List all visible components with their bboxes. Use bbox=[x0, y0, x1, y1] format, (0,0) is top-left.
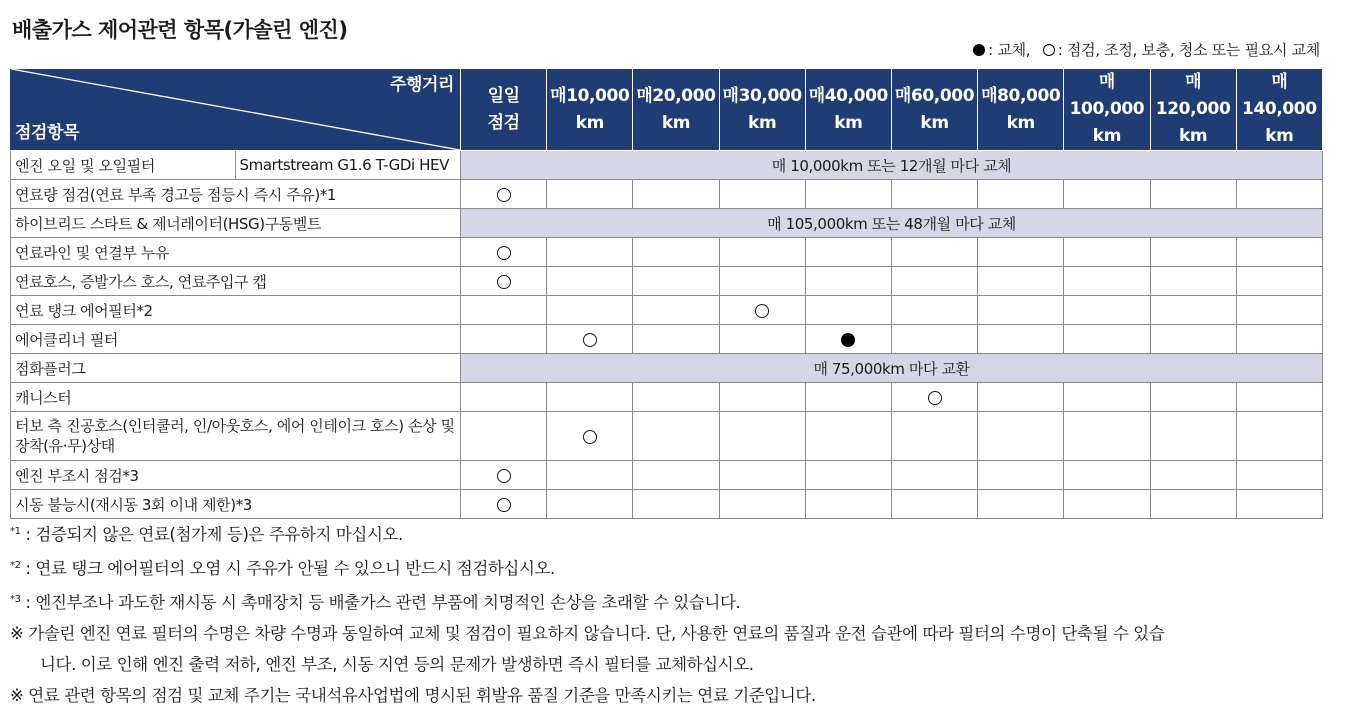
schedule-cell bbox=[891, 490, 977, 519]
header-col-6 bbox=[978, 69, 1064, 151]
schedule-cell bbox=[719, 296, 805, 325]
footnote-text: : 연료 탱크 에어필터의 오염 시 주유가 안될 수 있으니 반드시 점검하십시오. bbox=[20, 559, 555, 578]
header-col-line: km bbox=[1265, 126, 1294, 146]
header-col-line: km bbox=[661, 112, 691, 133]
schedule-cell bbox=[1236, 180, 1322, 209]
schedule-cell bbox=[461, 267, 547, 296]
header-col-1 bbox=[547, 69, 633, 151]
schedule-cell bbox=[719, 180, 805, 209]
schedule-cell bbox=[805, 412, 891, 461]
schedule-cell bbox=[1150, 383, 1236, 412]
header-col-line: 일일 bbox=[487, 85, 520, 106]
schedule-cell bbox=[547, 267, 633, 296]
schedule-cell bbox=[1236, 383, 1322, 412]
header-col-line: km bbox=[748, 112, 777, 133]
header-col-2 bbox=[633, 69, 719, 151]
schedule-cell bbox=[891, 267, 977, 296]
row-item-label: 엔진 오일 및 오일필터 bbox=[11, 151, 236, 180]
open-circle-icon bbox=[755, 304, 769, 318]
table-row bbox=[11, 180, 1323, 209]
header-col-line: 매20,000 bbox=[636, 85, 716, 106]
footnote-mark: *1 bbox=[10, 526, 21, 537]
header-diagonal-cell bbox=[11, 69, 461, 151]
row-interval-note: 매 105,000km 또는 48개월 마다 교체 bbox=[461, 209, 1323, 238]
schedule-cell bbox=[805, 383, 891, 412]
schedule-cell bbox=[547, 180, 633, 209]
schedule-cell bbox=[1150, 461, 1236, 490]
row-item-label: 에어클리너 필터 bbox=[11, 325, 461, 354]
footnote-mark: ※ bbox=[10, 624, 24, 643]
table-row bbox=[11, 325, 1323, 354]
table-row bbox=[11, 412, 1323, 461]
schedule-cell bbox=[1064, 180, 1150, 209]
page-title: 배출가스 제어관련 항목(가솔린 엔진) bbox=[12, 18, 348, 42]
row-sub-label: Smartstream G1.6 T-GDi HEV bbox=[235, 151, 461, 180]
schedule-cell bbox=[1064, 412, 1150, 461]
schedule-cell bbox=[719, 267, 805, 296]
schedule-cell bbox=[805, 238, 891, 267]
open-circle-icon bbox=[928, 391, 942, 405]
schedule-cell bbox=[461, 238, 547, 267]
schedule-cell bbox=[547, 325, 633, 354]
row-interval-note: 매 10,000km 또는 12개월 마다 교체 bbox=[461, 151, 1323, 180]
row-item-label: 엔진 부조시 점검*3 bbox=[11, 461, 461, 490]
table-row bbox=[11, 238, 1323, 267]
open-circle-icon bbox=[497, 275, 511, 289]
schedule-cell bbox=[1064, 238, 1150, 267]
table-row bbox=[11, 209, 1323, 238]
footnote bbox=[10, 618, 1330, 649]
schedule-cell bbox=[1150, 490, 1236, 519]
footnote-mark: ※ bbox=[10, 686, 24, 705]
table-row bbox=[11, 296, 1323, 325]
open-circle-icon bbox=[497, 469, 511, 483]
header-col-line: 매140,000 bbox=[1242, 72, 1317, 119]
row-item-label: 점화플러그 bbox=[11, 354, 461, 383]
schedule-cell bbox=[633, 180, 719, 209]
header-col-line: 매30,000 bbox=[722, 85, 802, 106]
header-col-line: 매60,000 bbox=[894, 85, 975, 106]
footnote-text: 니다. 이로 인해 엔진 출력 저하, 엔진 부조, 시동 지연 등의 문제가 발생하면 즉시 필터를 교체하십시오. bbox=[40, 655, 754, 674]
schedule-cell bbox=[1236, 412, 1322, 461]
schedule-cell bbox=[547, 238, 633, 267]
legend bbox=[973, 39, 1320, 60]
schedule-cell bbox=[461, 325, 547, 354]
schedule-cell bbox=[461, 383, 547, 412]
header-col-7 bbox=[1064, 69, 1150, 151]
schedule-cell bbox=[805, 180, 891, 209]
header-col-line: km bbox=[1092, 126, 1122, 146]
schedule-cell bbox=[719, 325, 805, 354]
schedule-cell bbox=[633, 412, 719, 461]
schedule-cell bbox=[1150, 412, 1236, 461]
schedule-cell bbox=[1150, 296, 1236, 325]
schedule-cell bbox=[633, 296, 719, 325]
table-row bbox=[11, 267, 1323, 296]
header-col-line: km bbox=[834, 112, 863, 133]
table-header-row bbox=[11, 69, 1323, 151]
table-row bbox=[11, 490, 1323, 519]
schedule-cell bbox=[1064, 267, 1150, 296]
schedule-cell bbox=[978, 267, 1064, 296]
schedule-cell bbox=[633, 238, 719, 267]
schedule-cell bbox=[978, 412, 1064, 461]
schedule-cell bbox=[1236, 238, 1322, 267]
row-item-label: 연료량 점검(연료 부족 경고등 점등시 즉시 주유)*1 bbox=[11, 180, 461, 209]
footnote-text: 가솔린 엔진 연료 필터의 수명은 차량 수명과 동일하여 교체 및 점검이 필요하지 않습니다. 단, 사용한 연료의 품질과 운전 습관에 따라 필터의 수명이 단축될 수 있습 bbox=[23, 624, 1165, 643]
open-circle-icon bbox=[497, 188, 511, 202]
schedule-cell bbox=[978, 490, 1064, 519]
schedule-cell bbox=[805, 461, 891, 490]
schedule-cell bbox=[978, 296, 1064, 325]
row-item-label: 연료라인 및 연결부 누유 bbox=[11, 238, 461, 267]
schedule-cell bbox=[1236, 490, 1322, 519]
schedule-cell bbox=[719, 490, 805, 519]
row-item-label: 캐니스터 bbox=[11, 383, 461, 412]
schedule-cell bbox=[461, 180, 547, 209]
schedule-cell bbox=[461, 412, 547, 461]
header-col-line: km bbox=[1178, 126, 1208, 146]
schedule-cell bbox=[547, 383, 633, 412]
schedule-cell bbox=[978, 325, 1064, 354]
header-col-0 bbox=[461, 69, 547, 151]
schedule-cell bbox=[1064, 490, 1150, 519]
schedule-cell bbox=[719, 238, 805, 267]
schedule-cell bbox=[1236, 267, 1322, 296]
schedule-cell bbox=[978, 180, 1064, 209]
footnote-mark: *2 bbox=[10, 560, 21, 571]
schedule-cell bbox=[461, 461, 547, 490]
header-col-3 bbox=[719, 69, 805, 151]
maintenance-schedule-table bbox=[10, 68, 1323, 519]
schedule-cell bbox=[547, 296, 633, 325]
row-item-label: 하이브리드 스타트 & 제너레이터(HSG)구동벨트 bbox=[11, 209, 461, 238]
table-row bbox=[11, 461, 1323, 490]
schedule-cell bbox=[891, 180, 977, 209]
schedule-cell bbox=[1064, 325, 1150, 354]
schedule-cell bbox=[547, 461, 633, 490]
schedule-cell bbox=[1150, 267, 1236, 296]
row-item-label: 연료 탱크 에어필터*2 bbox=[11, 296, 461, 325]
footnote bbox=[10, 516, 1330, 550]
header-col-line: 매10,000 bbox=[550, 85, 630, 106]
footnote bbox=[10, 550, 1330, 584]
schedule-cell bbox=[805, 490, 891, 519]
schedule-cell bbox=[1064, 296, 1150, 325]
header-col-line: 매40,000 bbox=[808, 85, 888, 106]
row-interval-note: 매 75,000km 마다 교환 bbox=[461, 354, 1323, 383]
schedule-cell bbox=[1064, 461, 1150, 490]
schedule-cell bbox=[805, 296, 891, 325]
footnote bbox=[10, 584, 1330, 618]
table-row bbox=[11, 151, 1323, 180]
schedule-cell bbox=[978, 383, 1064, 412]
schedule-cell bbox=[891, 383, 977, 412]
schedule-cell bbox=[891, 412, 977, 461]
schedule-cell bbox=[805, 325, 891, 354]
schedule-cell bbox=[1236, 461, 1322, 490]
schedule-cell bbox=[1064, 383, 1150, 412]
header-col-8 bbox=[1150, 69, 1236, 151]
schedule-cell bbox=[461, 490, 547, 519]
footnotes bbox=[10, 516, 1330, 711]
schedule-cell bbox=[1236, 296, 1322, 325]
schedule-cell bbox=[891, 296, 977, 325]
header-col-4 bbox=[805, 69, 891, 151]
open-circle-icon bbox=[497, 246, 511, 260]
header-col-line: km bbox=[920, 112, 949, 133]
schedule-cell bbox=[891, 461, 977, 490]
footnote bbox=[10, 649, 1330, 680]
row-item-label: 터보 측 진공호스(인터쿨러, 인/아웃호스, 에어 인테이크 호스) 손상 및 장착(유·무)상태 bbox=[11, 412, 461, 461]
schedule-cell bbox=[633, 325, 719, 354]
schedule-cell bbox=[633, 383, 719, 412]
schedule-cell bbox=[547, 412, 633, 461]
header-col-5 bbox=[891, 69, 977, 151]
legend-replace-label: : 교체, bbox=[988, 41, 1031, 59]
header-col-9 bbox=[1236, 69, 1322, 151]
open-circle-icon bbox=[583, 333, 597, 347]
table-row bbox=[11, 354, 1323, 383]
open-circle-icon bbox=[497, 498, 511, 512]
header-col-line: 매120,000 bbox=[1155, 72, 1231, 119]
footnote-text: 연료 관련 항목의 점검 및 교체 주기는 국내석유사업법에 명시된 휘발유 품질 기준을 만족시키는 연료 기준입니다. bbox=[23, 686, 816, 705]
open-circle-icon bbox=[1043, 44, 1055, 56]
row-item-label: 연료호스, 증발가스 호스, 연료주입구 캡 bbox=[11, 267, 461, 296]
filled-circle-icon bbox=[973, 44, 985, 56]
header-col-line: 매100,000 bbox=[1069, 72, 1145, 119]
schedule-cell bbox=[633, 490, 719, 519]
schedule-cell bbox=[1150, 238, 1236, 267]
schedule-cell bbox=[719, 461, 805, 490]
legend-inspect-label: : 점검, 조정, 보충, 청소 또는 필요시 교체 bbox=[1057, 41, 1320, 59]
schedule-cell bbox=[1150, 180, 1236, 209]
table-row bbox=[11, 383, 1323, 412]
schedule-cell bbox=[719, 383, 805, 412]
schedule-cell bbox=[891, 325, 977, 354]
open-circle-icon bbox=[583, 430, 597, 444]
footnote bbox=[10, 680, 1330, 711]
schedule-cell bbox=[461, 296, 547, 325]
row-item-label: 시동 불능시(재시동 3회 이내 제한)*3 bbox=[11, 490, 461, 519]
footnote-text: : 검증되지 않은 연료(첨가제 등)은 주유하지 마십시오. bbox=[20, 525, 403, 544]
header-distance-label: 주행거리 bbox=[389, 75, 455, 95]
footnote-text: : 엔진부조나 과도한 재시동 시 촉매장치 등 배출가스 관련 부품에 치명적인 손상을 초래할 수 있습니다. bbox=[20, 593, 741, 612]
schedule-cell bbox=[978, 238, 1064, 267]
header-col-line: km bbox=[1006, 112, 1035, 133]
schedule-cell bbox=[1236, 325, 1322, 354]
schedule-cell bbox=[978, 461, 1064, 490]
header-col-line: km bbox=[575, 112, 604, 133]
header-col-line: 점검 bbox=[487, 112, 520, 133]
schedule-cell bbox=[633, 267, 719, 296]
schedule-cell bbox=[719, 412, 805, 461]
header-col-line: 매80,000 bbox=[981, 85, 1061, 106]
header-item-label: 점검항목 bbox=[15, 123, 80, 143]
footnote-mark: *3 bbox=[10, 594, 21, 605]
schedule-cell bbox=[891, 238, 977, 267]
schedule-cell bbox=[1150, 325, 1236, 354]
schedule-cell bbox=[547, 490, 633, 519]
schedule-cell bbox=[633, 461, 719, 490]
filled-circle-icon bbox=[841, 333, 855, 347]
table-body bbox=[11, 151, 1323, 519]
schedule-cell bbox=[805, 267, 891, 296]
